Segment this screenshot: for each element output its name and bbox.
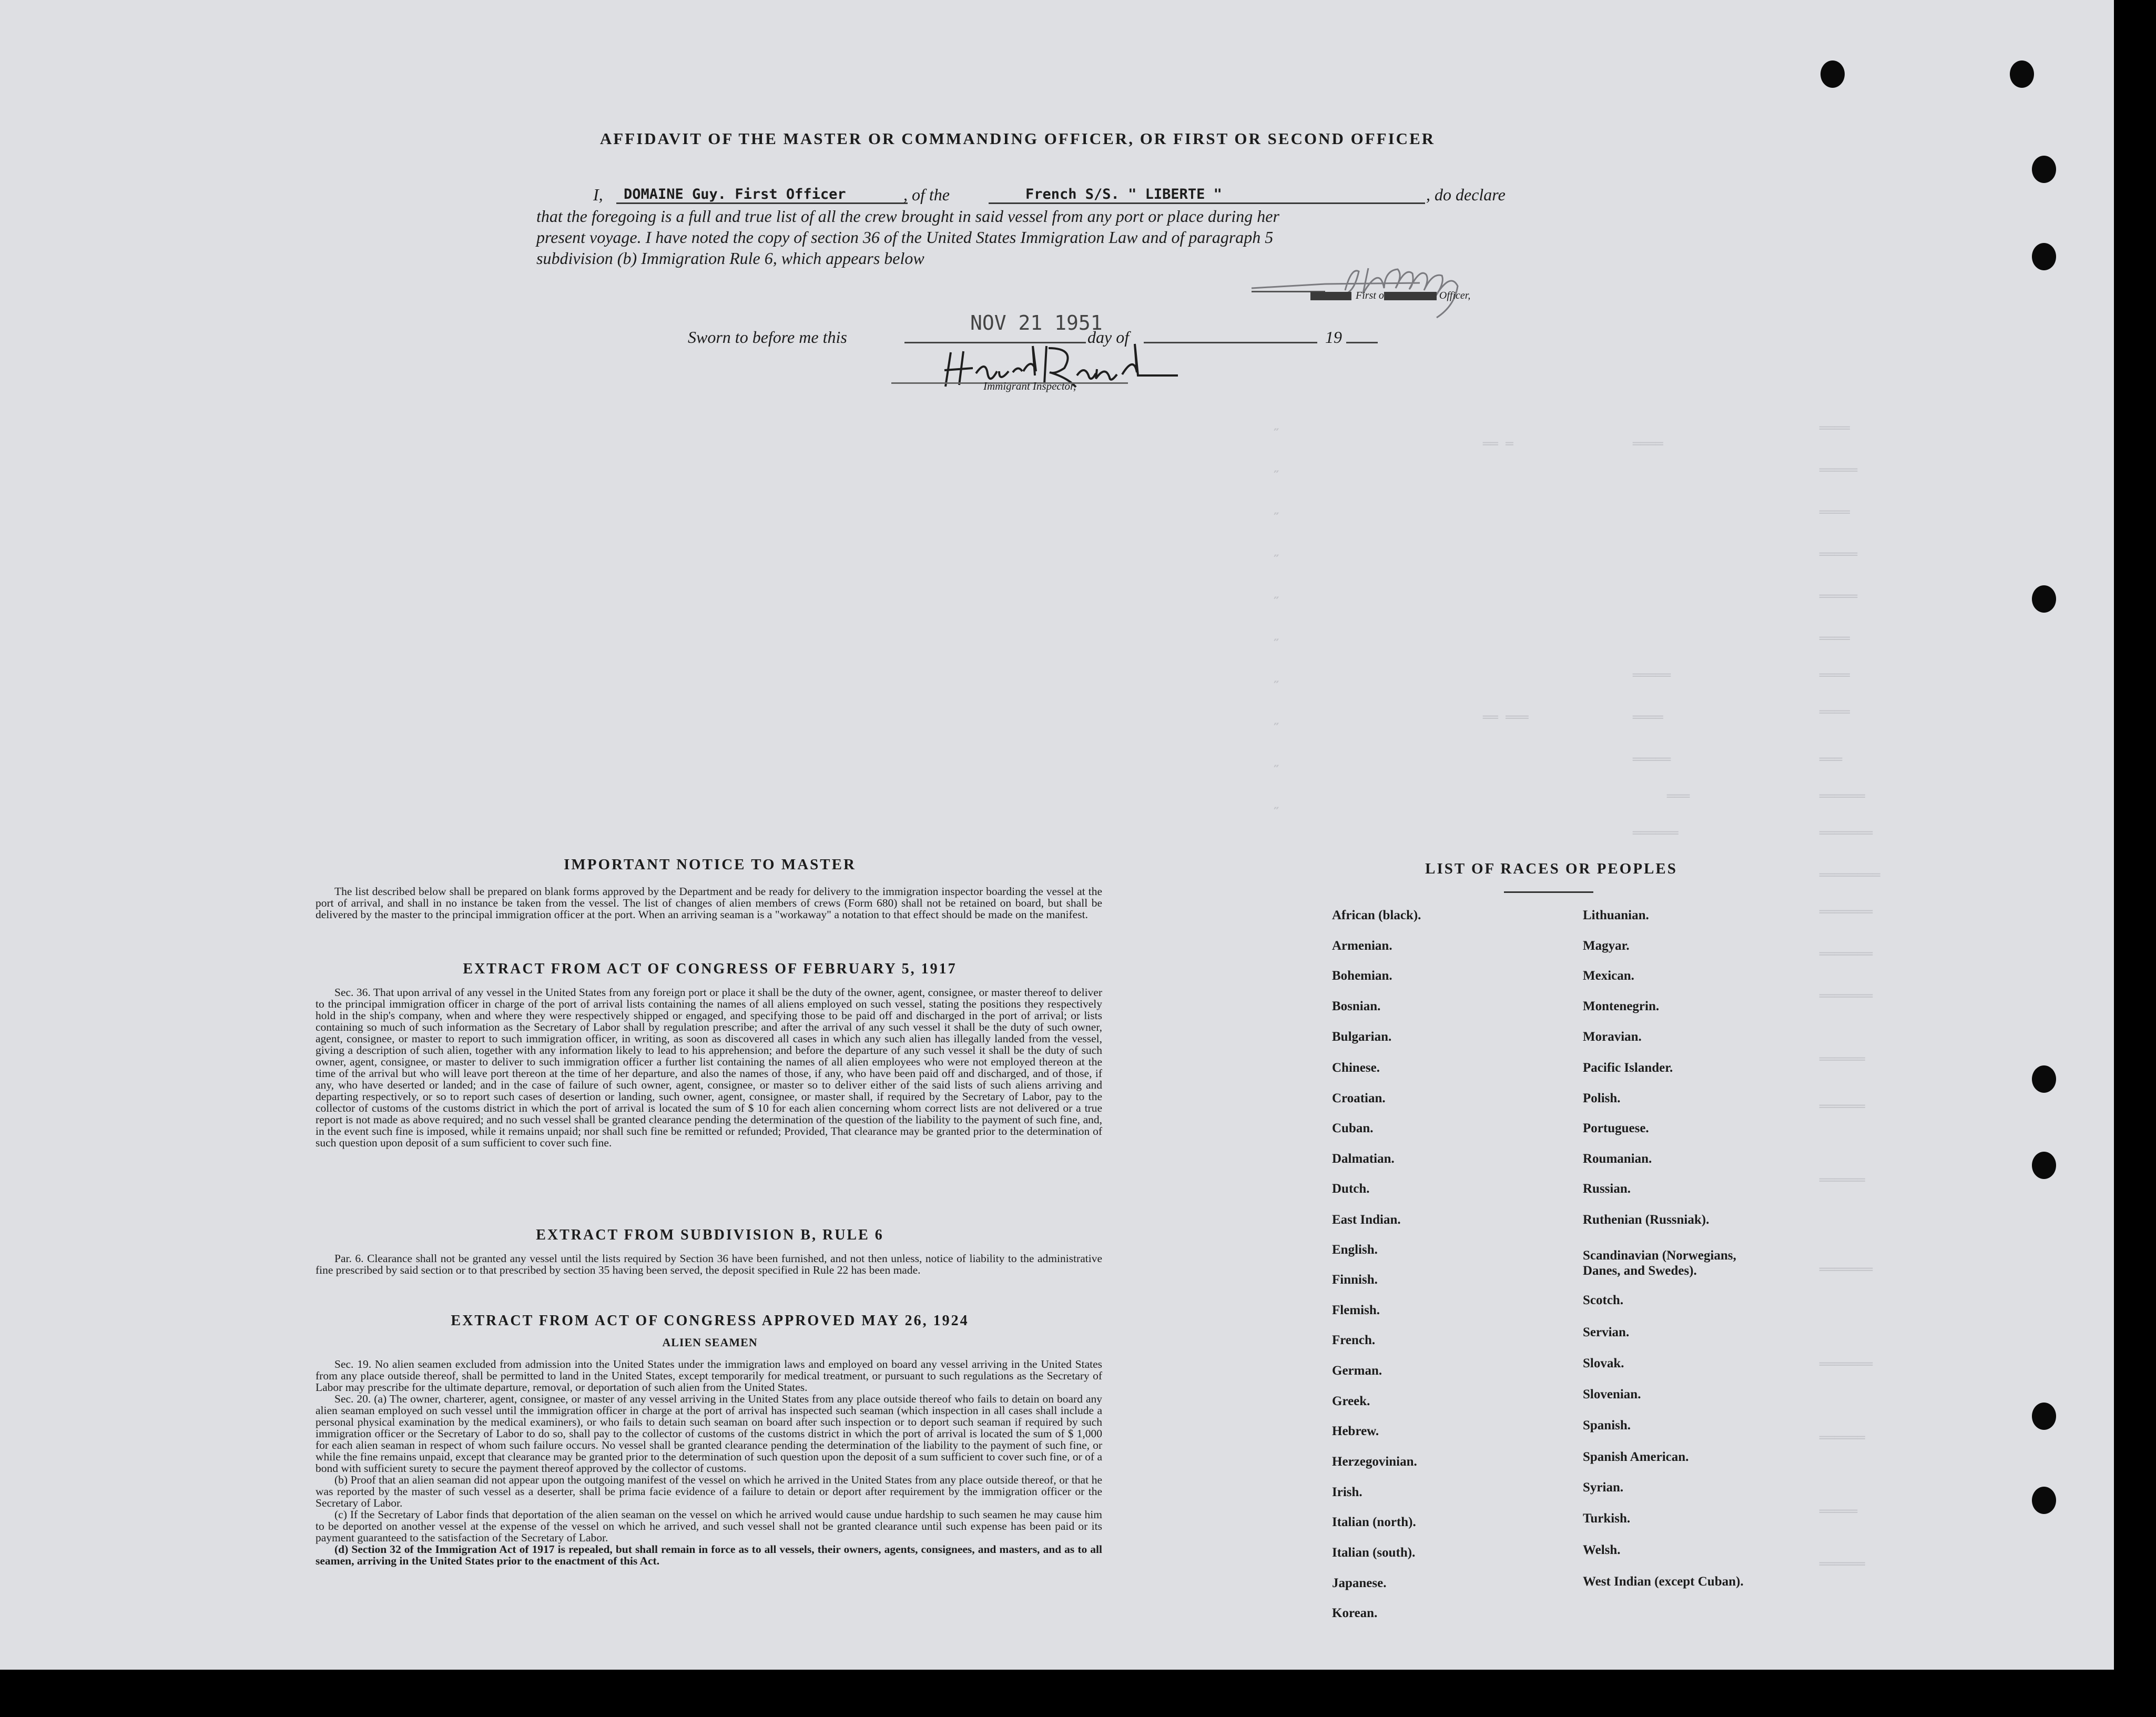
year-label: 19 xyxy=(1325,328,1342,347)
race-item: Magyar. xyxy=(1583,939,1630,953)
punch-hole xyxy=(2032,156,2056,183)
race-item: Japanese. xyxy=(1332,1576,1387,1590)
affidavit-line-2: that the foregoing is a full and true list of all the crew brought in said vessel from any port or place during her xyxy=(536,207,1279,226)
race-item: Bulgarian. xyxy=(1332,1030,1392,1044)
sworn-text: Sworn to before me this xyxy=(688,328,847,347)
punch-hole xyxy=(2032,585,2056,613)
affidavit-title: AFFIDAVIT OF THE MASTER OR COMMANDING OFFICER, OR FIRST OR SECOND OFFICER xyxy=(599,129,1436,148)
race-item: Servian. xyxy=(1583,1325,1630,1339)
race-item: Cuban. xyxy=(1332,1121,1374,1135)
extract-rule6-body: Par. 6. Clearance shall not be granted any vessel until the lists required by Section 36 have been furnished, and not then unless, notice of liability to the administrative fine prescribed by said section or to that prescribed by section 35 having been served, the deposit specified in Rule 22 has been made. xyxy=(316,1252,1102,1276)
notice-title: IMPORTANT NOTICE TO MASTER xyxy=(564,856,856,873)
manifest-sheet: AFFIDAVIT OF THE MASTER OR COMMANDING OFFICER, OR FIRST OR SECOND OFFICER I, DOMAINE Guy. First Officer , of the French S/S. " LIBERTE " , do declare that the foregoing is a full and true list of all the crew brought in said vessel from any port or place during her present voyage. I have noted the copy of section 36 of the United States Immigration Law and of paragraph 5 subdivision (b) Immigration Rule 6, which appears below First o Officer, Sworn to before me this NOV 21 1951 day of 19 Immigrant Inspector, ════ ════ ══ ═ ═════ ════ ═════ ═════ ════ ════ ═════ ════ ════ ══ ═══ ═══ ═════ ══════ ═══ ═══════ ══════ ════════ ═══════ ═══════ ═══════ ══════ ══════ ══════ ═══════ ═══════ ══════ ═════ ══════ ″ ″ ″ ″ ″ ″ ″ ″ ″ ″ IMPORTANT NOTICE TO MASTER The list described below shall be prepared on blank forms approved by the Department and be ready for delivery to the immigration inspector boarding the vessel at the port of arrival, and shall in no instance be taken from the vessel. The list of changes of alien members of crews (Form 680) shall not be retained on board, but shall be delivered by the master to the principal immigration officer at the port. When an arriving seaman is a "workaway" a notation to that effect should be made on the manifest. EXTRACT FROM ACT OF CONGRESS OF FEBRUARY 5, 1917 Sec. 36. That upon arrival of any vessel in the United States from any foreign port or place it shall be the duty of the owner, agent, consignee, or master thereof to deliver to the principal immigration officer in charge of the port of arrival lists containing the names of all aliens employed on such vessel, stating the positions they respectively hold in the ship's company, when and where they were respectively shipped or engaged, and specifying those to be paid off and discharged in the port of arrival; or lists containing so much of such information as the Secretary of Labor shall by regulation prescribe; and after the arrival of any such vessel it shall be the duty of such owner, agent, consignee, or master to report to such immigration officer, in writing, as soon as discovered all cases in which any such alien has illegally landed from the vessel, giving a description of such alien, together with any information likely to lead to his apprehension; and before the departure of any such vessel it shall be the duty of such owner, agent, consignee, or master to deliver to such immigration officer a further list containing the names of all alien employees who were not employed thereon at the time of the arrival but who will leave port thereon at the time of her departure, and also the names of those, if any, who have been paid off and discharged, and of those, if any, who have deserted or landed; and in the case of failure of such owner, agent, consignee, or master so to deliver either of the said lists of such aliens arriving and departing respectively, or so to report such cases of desertion or landing, such owner, agent, consignee, or master shall, if required by the Secretary of Labor, pay to the collector of customs of the customs district in which the port of arrival is located the sum of $ 10 for each alien concerning whom correct lists are not delivered or a true report is not made as above required; and no such vessel shall be granted clearance pending the determination of the question of the liability to the payment of such fine, and, in the event such fine is imposed, while it remains unpaid; nor shall such fine be remitted or refunded; Provided, That clearance may be granted prior to the determination of such question upon deposit of a sum sufficient to cover such fine. EXTRACT FROM SUBDIVISION B, RULE 6 Par. 6. Clearance shall not be granted any vessel until the lists required by Section 36 have been furnished, and not then unless, notice of liability to the administrative fine prescribed by said section or to that prescribed by section 35 having been served, the deposit specified in Rule 22 has been made. EXTRACT FROM ACT OF CONGRESS APPROVED MAY 26, 1924 ALIEN SEAMEN Sec. 19. No alien seamen excluded from admission into the United States under the immigration laws and employed on board any vessel arriving in the United States from any place outside thereof, shall be permitted to land in the United States, except temporarily for medical treatment, or pursuant to such regulations as the Secretary of Labor may prescribe for the ultimate departure, removal, or deportation of such alien from the United States. Sec. 20. (a) The owner, charterer, agent, consignee, or master of any vessel arriving in the United States from any place outside thereof who fails to detain on board any alien seaman employed on such vessel until the immigration officer in charge at the port of arrival has inspected such seaman (which inspection in all cases shall include a personal physical examination by the medical examiners), or who fails to detain such seaman on board after such inspection or to deport such seaman if required by such immigration officer or the Secretary of Labor to do so, shall pay to the collector of customs of the customs district in which the port of arrival is located the sum of $ 1,000 for each alien seaman in respect of whom such failure occurs. No vessel shall be granted clearance pending the determination of the liability to the payment of such fine, or while the fine remains unpaid, except that clearance may be granted prior to the determination of such question upon the deposit of a sum sufficient to cover such fine, or of a bond with sufficient surety to secure the payment thereof approved by the collector of customs. (b) Proof that an alien seaman did not appear upon the outgoing manifest of the vessel on which he arrived in the United States from any place outside thereof, or that he was reported by the master of such vessel as a deserter, shall be prima facie evidence of a failure to detain or deport after requirement by the immigration officer or the Secretary of Labor. (c) If the Secretary of Labor finds that deportation of the alien seaman on the vessel on which he arrived would cause undue hardship to such seamen he may cause him to be deported on another vessel at the expense of the vessel on which he arrived, and such vessel shall not be granted clearance until such expense has been paid or its payment guaranteed to the satisfaction of the Secretary of Labor. (d) Section 32 of the Immigration Act of 1917 is repealed, but shall remain in force as to all vessels, their owners, agents, consignees, and masters, and as to all seamen, arriving in the United States prior to the enactment of this Act. LIST OF RACES OR PEOPLES African (black). Armenian. Bohemian. Bosnian. Bulgarian. Chinese. Croatian. Cuban. Dalmatian. Dutch. East Indian. English. Finnish. Flemish. French. German. Greek. Hebrew. Herzegovinian. Irish. Italian (north). Italian (south). Japanese. Korean. Lithuanian. Magyar. Mexican. Montenegrin. Moravian. Pacific Islander. Polish. Portuguese. Roumanian. Russian. Ruthenian (Russniak). Scandinavian (Norwegians, Danes, and Swedes). Scotch. Servian. Slovak. Slovenian. Spanish. Spanish American. Syrian. Turkish. Welsh. West Indian (except Cuban). xyxy=(0,0,2114,1670)
race-item: Pacific Islander. xyxy=(1583,1061,1673,1075)
races-title-underline xyxy=(1504,891,1593,893)
section-19: Sec. 19. No alien seamen excluded from admission into the United States under the immigration laws and employed on board any vessel arriving in the United States from any place outside thereof, shall be permitted to land in the United States, except temporarily for medical treatment, or pursuant to such regulations as the Secretary of Labor may prescribe for the ultimate departure, removal, or deportation of such alien from the United States. xyxy=(316,1358,1102,1394)
race-item: Italian (north). xyxy=(1332,1515,1416,1529)
race-item: Roumanian. xyxy=(1583,1152,1652,1166)
redaction-mark xyxy=(1310,292,1351,300)
race-item: English. xyxy=(1332,1243,1378,1257)
race-item: Ruthenian (Russniak). xyxy=(1583,1213,1710,1227)
race-item: Welsh. xyxy=(1583,1543,1621,1557)
punch-hole xyxy=(2032,243,2056,270)
race-item: Russian. xyxy=(1583,1182,1631,1196)
officer-name-field: DOMAINE Guy. First Officer xyxy=(616,186,908,204)
race-item: Hebrew. xyxy=(1332,1424,1379,1438)
race-item: German. xyxy=(1332,1364,1382,1378)
affidavit-do-declare: , do declare xyxy=(1426,185,1506,204)
punch-hole xyxy=(1821,60,1845,88)
race-item: Herzegovinian. xyxy=(1332,1455,1417,1469)
race-item: Moravian. xyxy=(1583,1030,1642,1044)
punch-hole xyxy=(2010,60,2034,88)
race-item: French. xyxy=(1332,1333,1376,1347)
race-item: Montenegrin. xyxy=(1583,999,1660,1013)
affidavit-of-the: , of the xyxy=(903,185,950,204)
extract-1917-title: EXTRACT FROM ACT OF CONGRESS OF FEBRUARY 5, 1917 xyxy=(463,961,957,977)
scan-border-right xyxy=(2114,0,2156,1717)
race-item: Slovak. xyxy=(1583,1356,1624,1370)
race-item: Scotch. xyxy=(1583,1293,1624,1307)
race-item: Korean. xyxy=(1332,1606,1378,1620)
section-20d: (d) Section 32 of the Immigration Act of 1917 is repealed, but shall remain in force as to all vessels, their owners, agents, consignees, and masters, and as to all seamen, arriving in the United States prior to the enactment of this Act. xyxy=(316,1543,1102,1567)
day-of-label: day of xyxy=(1087,328,1130,347)
affidavit-line-4: subdivision (b) Immigration Rule 6, which appears below xyxy=(536,249,924,268)
notice-body: The list described below shall be prepared on blank forms approved by the Department and be ready for delivery to the immigration inspector boarding the vessel at the port of arrival, and shall in no instance be taken from the vessel. The list of changes of alien members of crews (Form 680) shall not be retained on board, but shall be delivered by the master to the principal immigration officer at the port. When an arriving seaman is a "workaway" a notation to that effect should be made on the manifest. xyxy=(316,885,1102,921)
extract-1924-subtitle: ALIEN SEAMEN xyxy=(662,1336,758,1349)
section-20a: Sec. 20. (a) The owner, charterer, agent, consignee, or master of any vessel arriving in the United States from any place outside thereof who fails to detain on board any alien seaman employed on such vessel until the immigration officer in charge at the port of arrival has inspected such seaman (which inspection in all cases shall include a personal physical examination by the medical examiners), or who fails to detain such seaman on board after such inspection or to deport such seaman if required by such immigration officer or the Secretary of Labor to do so, shall pay to the collector of customs of the customs district in which the port of arrival is located the sum of $ 1,000 for each alien seaman in respect of whom such failure occurs. No vessel shall be granted clearance pending the determination of the liability to the payment of such fine, or while the fine remains unpaid, except that clearance may be granted prior to the determination of such question upon the deposit of a sum sufficient to cover such fine, or of a bond with sufficient surety to secure the payment thereof approved by the collector of customs. xyxy=(316,1393,1102,1475)
year-line xyxy=(1346,342,1378,343)
race-item: Spanish American. xyxy=(1583,1450,1689,1464)
race-item: Scandinavian (Norwegians, Danes, and Swedes). xyxy=(1583,1248,1736,1278)
race-item: Bohemian. xyxy=(1332,969,1392,983)
section-20c: (c) If the Secretary of Labor finds that deportation of the alien seaman on the vessel on which he arrived would cause undue hardship to such seamen he may cause him to be deported on another vessel at the expense of the vessel on which he arrived, and such vessel shall not be granted clearance until such expense has been paid or its payment guaranteed to the satisfaction of the Secretary of Labor. xyxy=(316,1508,1102,1544)
punch-hole xyxy=(2032,1152,2056,1179)
race-item: Greek. xyxy=(1332,1394,1370,1408)
punch-hole xyxy=(2032,1065,2056,1093)
section-20b: (b) Proof that an alien seaman did not appear upon the outgoing manifest of the vessel on which he arrived in the United States from any place outside thereof, or that he was reported by the master of such vessel as a deserter, shall be prima facie evidence of a failure to detain or deport after requirement by the immigration officer or the Secretary of Labor. xyxy=(316,1474,1102,1509)
race-item: Italian (south). xyxy=(1332,1546,1416,1560)
race-item: Irish. xyxy=(1332,1485,1362,1499)
race-item: Mexican. xyxy=(1583,969,1634,983)
affidavit-pronoun: I, xyxy=(593,185,603,204)
race-item: East Indian. xyxy=(1332,1213,1401,1227)
race-item: West Indian (except Cuban). xyxy=(1583,1574,1744,1589)
races-title: LIST OF RACES OR PEOPLES xyxy=(1425,860,1677,877)
officer-caption: First o Officer, xyxy=(1310,290,1470,302)
race-item: Lithuanian. xyxy=(1583,908,1649,922)
race-item: Bosnian. xyxy=(1332,999,1381,1013)
extract-1924-body xyxy=(316,1358,1102,1567)
extract-rule6-title: EXTRACT FROM SUBDIVISION B, RULE 6 xyxy=(536,1227,884,1243)
race-item: Finnish. xyxy=(1332,1273,1378,1287)
race-item: Slovenian. xyxy=(1583,1387,1641,1401)
extract-1924-title: EXTRACT FROM ACT OF CONGRESS APPROVED MAY 26, 1924 xyxy=(451,1313,969,1329)
punch-hole xyxy=(2032,1487,2056,1514)
race-item: Armenian. xyxy=(1332,939,1392,953)
officer-signature-image xyxy=(1246,252,1572,323)
race-item: Polish. xyxy=(1583,1091,1621,1105)
affidavit-line-3: present voyage. I have noted the copy of section 36 of the United States Immigration Law and of paragraph 5 xyxy=(536,228,1274,247)
race-item: Turkish. xyxy=(1583,1511,1631,1526)
race-item: Dutch. xyxy=(1332,1182,1370,1196)
vessel-name-field: French S/S. " LIBERTE " xyxy=(989,186,1425,204)
race-item: Croatian. xyxy=(1332,1091,1386,1105)
race-item: Dalmatian. xyxy=(1332,1152,1395,1166)
race-item: Spanish. xyxy=(1583,1418,1631,1432)
race-item: Chinese. xyxy=(1332,1061,1380,1075)
race-item: African (black). xyxy=(1332,908,1421,922)
punch-hole xyxy=(2032,1403,2056,1430)
inspector-caption: Immigrant Inspector, xyxy=(983,380,1076,392)
redaction-mark xyxy=(1384,292,1437,300)
race-item: Flemish. xyxy=(1332,1303,1380,1317)
extract-1917-body: Sec. 36. That upon arrival of any vessel in the United States from any foreign port or place it shall be the duty of the owner, agent, consignee, or master thereof to deliver to the principal immigration officer in charge of the port of arrival lists containing the names of all aliens employed on such vessel, stating the positions they respectively hold in the ship's company, when and where they were respectively shipped or engaged, and specifying those to be paid off and discharged in the port of arrival; or lists containing so much of such information as the Secretary of Labor shall by regulation prescribe; and after the arrival of any such vessel it shall be the duty of such owner, agent, consignee, or master to report to such immigration officer, in writing, as soon as discovered all cases in which any such alien has illegally landed from the vessel, giving a description of such alien, together with any information likely to lead to his apprehension; and before the departure of any such vessel it shall be the duty of such owner, agent, consignee, or master to deliver to such immigration officer a further list containing the names of all alien employees who were not employed thereon at the time of the arrival but who will leave port thereon at the time of her departure, and also the names of those, if any, who have been paid off and discharged, and of those, if any, who have deserted or landed; and in the case of failure of such owner, agent, consignee, or master so to deliver either of the said lists of such aliens arriving and departing respectively, or so to report such cases of desertion or landing, such owner, agent, consignee, or master shall, if required by the Secretary of Labor, pay to the collector of customs of the customs district in which the port of arrival is located the sum of $ 10 for each alien concerning whom correct lists are not delivered or a true report is not made as above required; and no such vessel shall be granted clearance pending the determination of the question of the liability to the payment of such fine, and, in the event such fine is imposed, while it remains unpaid; nor shall such fine be remitted or refunded; Provided, That clearance may be granted prior to the determination of such question upon deposit of a sum sufficient to cover such fine. xyxy=(316,986,1102,1149)
scan-border-bottom xyxy=(0,1670,2156,1717)
race-item: Portuguese. xyxy=(1583,1121,1649,1135)
sworn-date-stamp: NOV 21 1951 xyxy=(970,311,1103,334)
race-item: Syrian. xyxy=(1583,1480,1624,1495)
